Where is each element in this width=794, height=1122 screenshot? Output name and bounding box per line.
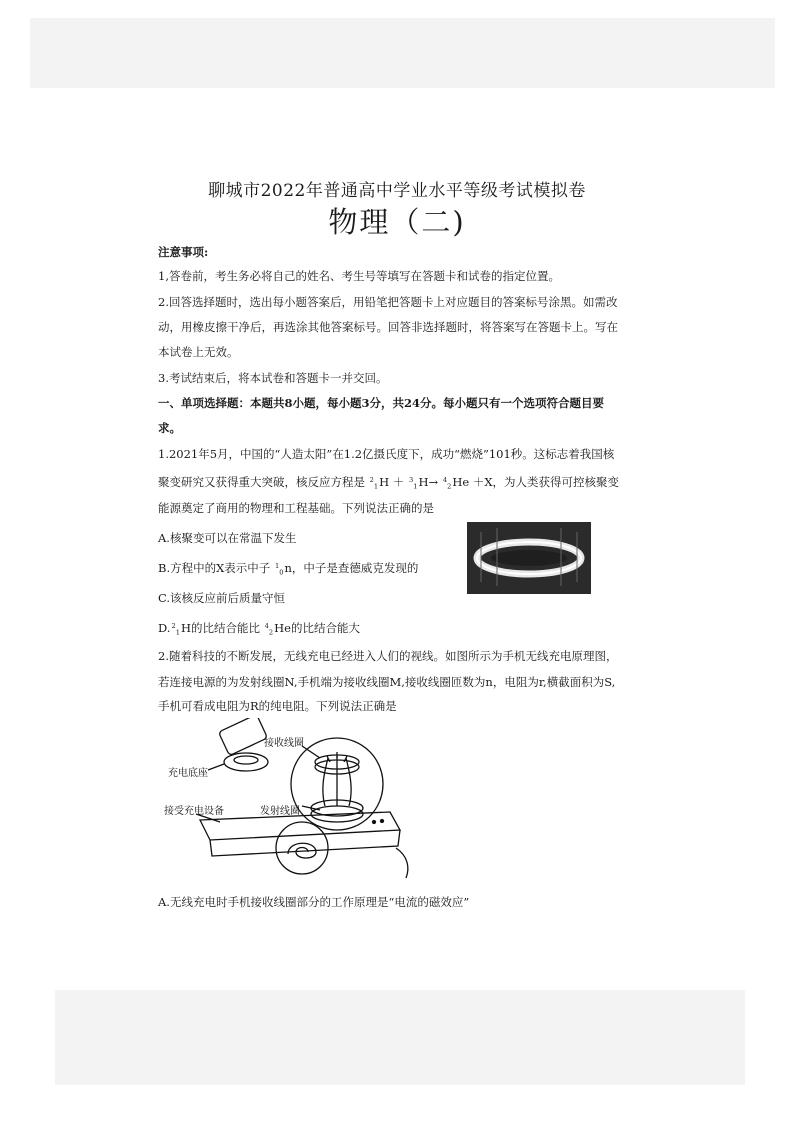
option-text: D. (158, 621, 171, 636)
notice-item: 本试卷上无效。 (158, 345, 239, 359)
q1-option-d (158, 618, 360, 640)
section-heading-cont: 求。 (158, 421, 181, 435)
nuclide-symbol: He (274, 621, 291, 636)
option-text: B.方程中的X表示中子 (158, 561, 271, 576)
exam-title: 聊城市2022年普通高中学业水平等级考试模拟卷 (208, 181, 586, 201)
notice-item: 动，用橡皮擦干净后，再选涂其他答案标号。回答非选择题时，将答案写在答题卡上。写在 (158, 320, 618, 334)
label-receive-coil: 接收线圈 (264, 738, 304, 749)
nuclide-symbol: He (452, 475, 470, 490)
notice-item: 1,答卷前，考生务必将自己的姓名、考生号等填写在答题卡和试卷的指定位置。 (158, 269, 560, 283)
scan-band-top (30, 18, 775, 88)
nuclide-symbol: H (418, 475, 429, 490)
q1-stem-text: 聚变研究又获得重大突破，核反应方程是 (158, 475, 365, 490)
scan-band-bottom (55, 990, 745, 1085)
section-heading: 一、单项选择题：本题共8小题，每小题3分，共24分。每小题只有一个选项符合题目要 (158, 396, 605, 410)
exam-subtitle: 物理（二) (328, 205, 466, 239)
wireless-charging-diagram (160, 718, 420, 886)
q1-equation-line (158, 472, 619, 494)
tokamak-plasma-photo (467, 522, 591, 594)
option-text: 的比结合能大 (291, 621, 360, 636)
q2-stem-end: 手机可看成电阻为R的纯电阻。下列说法正确是 (158, 699, 397, 713)
nuclide-label: $^2_1$ (171, 622, 180, 637)
nuclide-label: $^3_1$ (409, 476, 418, 491)
nuclide-symbol: H (180, 621, 191, 636)
q1-stem-end: 能源奠定了商用的物理和工程基础。下列说法正确的是 (158, 501, 434, 515)
notice-heading: 注意事项: (158, 245, 209, 259)
nuclide-label: $^2_1$ (369, 476, 379, 491)
q2-stem: 2.随着科技的不断发展，无线充电已经进入人们的视线。如图所示为手机无线充电原理图， (158, 649, 618, 663)
q2-option-a: A.无线充电时手机接收线圈部分的工作原理是“电流的磁效应” (158, 895, 470, 909)
nuclide-label: $^4_2$ (264, 622, 274, 637)
option-text: 的比结合能比 (191, 621, 260, 636)
nuclide-label: $^4_2$ (442, 476, 452, 491)
arrow: → (428, 475, 439, 490)
option-text: ，中子是查德威克发现的 (291, 561, 419, 576)
plus-sign: ＋ (392, 475, 405, 490)
q1-option-a: A.核聚变可以在常温下发生 (158, 531, 297, 545)
nuclide-symbol: H (379, 475, 390, 490)
q1-stem: 1.2021年5月，中国的“人造太阳”在1.2亿摄氏度下，成功“燃烧”101秒。这标志着我国核 (158, 447, 615, 461)
q1-option-c: C.该核反应前后质量守恒 (158, 591, 286, 605)
q2-stem-cont: 若连接电源的为发射线圈N,手机端为接收线圈M,接收线圈匝数为n，电阻为r,横截面积为S, (158, 675, 616, 689)
q1-stem-text: ＋X，为人类获得可控核聚变 (472, 475, 620, 490)
q1-option-b (158, 558, 418, 580)
nuclide-symbol: n (284, 561, 292, 576)
notice-item: 3.考试结束后，将本试卷和答题卡一并交回。 (158, 371, 388, 385)
label-charging-base: 充电底座 (168, 768, 208, 779)
notice-item: 2.回答选择题时，选出每小题答案后，用铅笔把答题卡上对应题目的答案标号涂黑。如需改 (158, 295, 618, 309)
phone-icon (218, 718, 267, 756)
nuclide-label: $^1_0$ (274, 562, 284, 577)
label-charging-device: 接受充电设备 (164, 806, 224, 817)
label-emit-coil: 发射线圈 (260, 806, 300, 817)
